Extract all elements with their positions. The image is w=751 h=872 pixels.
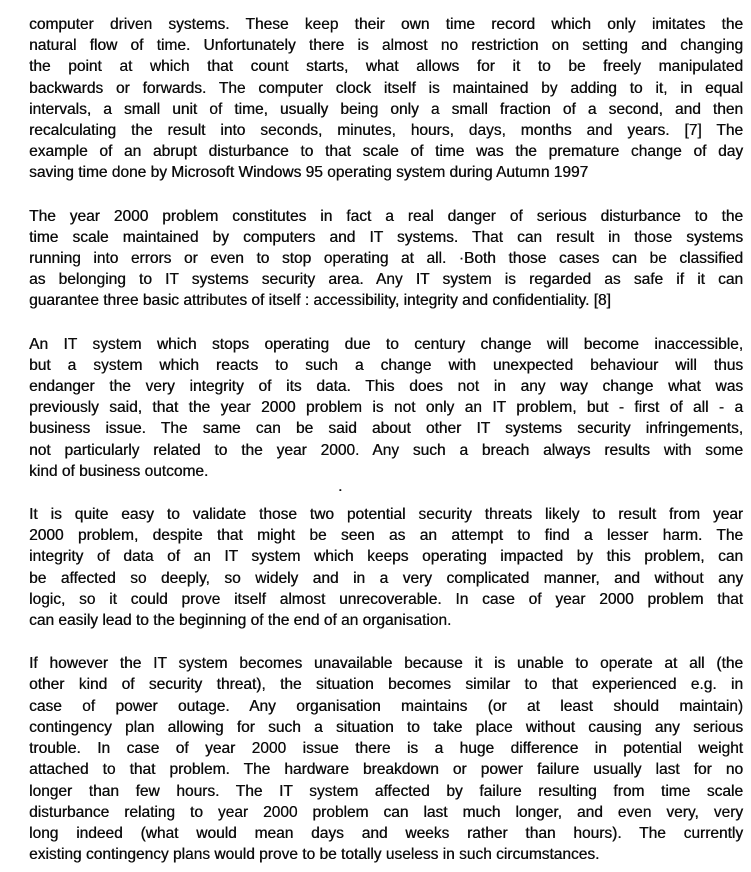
- text-line: integrity of data of an IT system which keeps operating impacted by this problem, can: [29, 548, 743, 566]
- text-line: computer driven systems. These keep their own time record which only imitates the: [29, 16, 743, 33]
- text-line: guarantee three basic attributes of itself : accessibility, integrity and confidentiality. [8]: [29, 292, 611, 310]
- text-line: contingency plan allowing for such a situation to take place without causing any serious: [29, 718, 743, 736]
- text-line: case of power outage. Any organisation maintains (or at least should maintain): [29, 697, 743, 715]
- text-line: not particularly related to the year 2000. Any such a breach always results with some: [29, 441, 743, 459]
- text-line: example of an abrupt disturbance to that scale of time was the premature change of day: [29, 143, 743, 161]
- text-line: logic, so it could prove itself almost unrecoverable. In case of year 2000 problem that: [29, 590, 743, 608]
- text-line: can easily lead to the beginning of the end of an organisation.: [29, 612, 452, 630]
- text-line: The year 2000 problem constitutes in fact a real danger of serious disturbance to the: [29, 207, 743, 225]
- text-line: other kind of security threat), the situation becomes similar to that experienced e.g. in: [29, 676, 743, 694]
- text-line: business issue. The same can be said about other IT systems security infringements,: [29, 420, 743, 438]
- text-line: If however the IT system becomes unavailable because it is unable to operate at all (the: [29, 655, 743, 673]
- text-line: recalculating the result into seconds, minutes, hours, days, months and years. [7] The: [29, 122, 743, 140]
- text-line: saving time done by Microsoft Windows 95 operating system during Autumn 1997: [29, 164, 589, 182]
- paragraph-5: [29, 653, 743, 865]
- text-line: endanger the very integrity of its data. This does not in any way change what was: [29, 378, 743, 396]
- text-line: as belonging to IT systems security area. Any IT system is regarded as safe if it can: [29, 271, 743, 289]
- text-line: previously said, that the year 2000 problem is not only an IT problem, but - first of all - a: [29, 399, 743, 417]
- text-line: backwards or forwards. The computer clock itself is maintained by adding to it, in equal: [29, 79, 743, 97]
- paragraph-3: [29, 334, 743, 482]
- paragraph-4: [29, 504, 743, 631]
- text-line: trouble. In case of year 2000 issue there is a huge difference in potential weight: [29, 740, 743, 758]
- text-line: An IT system which stops operating due to century change will become inaccessible,: [29, 335, 743, 353]
- text-line: 2000 problem, despite that might be seen as an attempt to find a lesser harm. The: [29, 527, 743, 545]
- text-line: time scale maintained by computers and IT systems. That can result in those systems: [29, 228, 743, 246]
- text-line: longer than few hours. The IT system affected by failure resulting from time scale: [29, 782, 743, 800]
- text-line: kind of business outcome.: [29, 462, 209, 480]
- text-line: be affected so deeply, so widely and in a very complicated manner, and without any: [29, 569, 743, 587]
- scan-artifact-dot: .: [338, 478, 343, 495]
- text-line: running into errors or even to stop operating at all. ·Both those cases can be classified: [29, 250, 743, 268]
- text-line: disturbance relating to year 2000 problem can last much longer, and even very, very: [29, 803, 743, 821]
- text-line: long indeed (what would mean days and weeks rather than hours). The currently: [29, 824, 743, 842]
- paragraph-2: [29, 206, 743, 312]
- text-line: natural flow of time. Unfortunately there is almost no restriction on setting and changing: [29, 37, 743, 55]
- text-line: intervals, a small unit of time, usually being only a small fraction of a second, and then: [29, 100, 743, 118]
- text-line: It is quite easy to validate those two potential security threats likely to result from year: [29, 506, 743, 524]
- document-text-block: [29, 14, 743, 872]
- text-line: attached to that problem. The hardware breakdown or power failure usually last for no: [29, 761, 743, 779]
- text-line: existing contingency plans would prove to be totally useless in such circumstances.: [29, 846, 600, 864]
- paragraph-1: [29, 14, 743, 184]
- text-line: but a system which reacts to such a change with unexpected behaviour will thus: [29, 356, 743, 374]
- text-line: the point at which that count starts, what allows for it to be freely manipulated: [29, 58, 743, 76]
